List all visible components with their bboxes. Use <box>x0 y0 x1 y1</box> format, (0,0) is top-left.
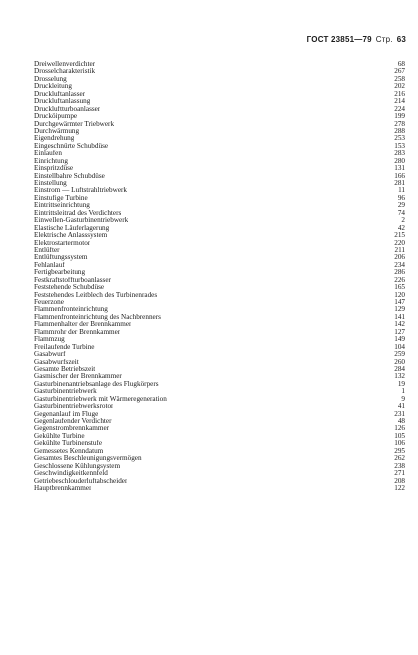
index-term: Einlaufen <box>34 150 62 158</box>
index-entry <box>34 187 405 194</box>
index-page-number: 253 <box>394 134 405 143</box>
index-page-number: 202 <box>394 82 405 91</box>
index-term: Eingeschnürte Schubdüse <box>34 142 109 150</box>
index-entry <box>34 381 405 388</box>
index-entry <box>34 83 405 90</box>
index-page-number: 199 <box>394 112 405 121</box>
index-entry <box>34 254 405 261</box>
index-entry <box>34 351 405 358</box>
index-page-number: 142 <box>394 320 405 329</box>
index-page-number: 215 <box>394 231 405 240</box>
index-entry <box>34 411 405 418</box>
index-page-number: 105 <box>394 431 405 440</box>
index-term: Feststehende Schubdüse <box>34 284 105 292</box>
index-term: Feuerzone <box>34 299 64 306</box>
index-term: Einstellung <box>34 180 67 187</box>
index-term: Gekühlte Turbinenstufe <box>34 440 103 448</box>
index-page-number: 271 <box>394 469 405 478</box>
index-term: Geschlossene Kühlungsystem <box>34 462 121 470</box>
index-entry <box>34 269 405 276</box>
index-term: Druckluftturboanlasser <box>34 105 101 113</box>
index-page-number: 149 <box>394 335 405 344</box>
index-page-number: 126 <box>394 424 405 433</box>
index-entry <box>34 262 405 269</box>
index-term: Gekühlte Turbine <box>34 432 85 440</box>
index-entry <box>34 91 405 98</box>
index-term: Gasturbinentriebwerksrotor <box>34 403 114 411</box>
index-term: Flammenhalter der Brennkammer <box>34 321 132 329</box>
index-term: Entlüfter <box>34 246 60 254</box>
index-term: Druckleitung <box>34 83 72 91</box>
index-term: Druckluftanlassung <box>34 98 91 106</box>
index-term: Gasturbinenantriebsanlage des Flugkörpers <box>34 380 159 388</box>
index-entry <box>34 158 405 165</box>
index-term: Drosselung <box>34 75 67 83</box>
index-entry <box>34 128 405 135</box>
index-entry <box>34 173 405 180</box>
index-entry <box>34 76 405 83</box>
index-term: Gasabwurfszeit <box>34 358 79 366</box>
page-number: 63 <box>396 35 406 44</box>
index-entry <box>34 121 405 128</box>
index-page-number: 280 <box>394 156 405 165</box>
index-term: Flammrohr der Brennkammer <box>34 328 121 336</box>
index-entry <box>34 217 405 224</box>
index-page-number: 104 <box>394 342 405 351</box>
index-entry <box>34 396 405 403</box>
index-page-number: 231 <box>394 409 405 418</box>
index-entry <box>34 98 405 105</box>
index-term: Feststehendes Leitblech des Turbinenrades <box>34 291 158 299</box>
index-page-number: 141 <box>394 312 405 321</box>
index-page-number: 131 <box>394 164 405 173</box>
index-term: Geschwindigkeitkennfeld <box>34 470 108 478</box>
index-page-number: 129 <box>394 305 405 314</box>
index-page-number: 166 <box>394 171 405 180</box>
index-entry <box>34 150 405 157</box>
index-term: Einstellbahre Schubdüse <box>34 172 105 180</box>
index-page-number: 258 <box>394 74 405 83</box>
index-entry <box>34 440 405 447</box>
index-term: Gesamte Betriebszeit <box>34 365 96 373</box>
index-entry <box>34 247 405 254</box>
index-entry <box>34 106 405 113</box>
index-page-number: 147 <box>394 298 405 306</box>
index-page-number: 1 <box>401 387 405 396</box>
index-entry <box>34 225 405 232</box>
index-term: Druckluftanlasser <box>34 90 86 98</box>
index-term: Einstufige Turbine <box>34 194 88 202</box>
index-page-number: 48 <box>397 417 405 425</box>
index-term: Gegenanlauf im Fluge <box>34 410 99 418</box>
index-page-number: 214 <box>394 97 405 106</box>
index-entry <box>34 344 405 351</box>
index-term: Gemessetes Kenndatum <box>34 447 104 455</box>
index-entry <box>34 284 405 291</box>
index-term: Dreiwellenverdichter <box>34 61 96 68</box>
index-page-number: 220 <box>394 238 405 247</box>
index-page-number: 165 <box>394 283 405 292</box>
page-label: Стр. <box>375 35 393 44</box>
index-term: Flammzug <box>34 336 65 344</box>
index-entry <box>34 113 405 120</box>
index-entry <box>34 463 405 470</box>
index-page-number: 259 <box>394 350 405 359</box>
index-page-number: 281 <box>394 179 405 187</box>
index-entry <box>34 388 405 395</box>
index-term: Gasabwurf <box>34 351 66 359</box>
index-entry <box>34 165 405 172</box>
index-entry <box>34 202 405 209</box>
index-page-number: 122 <box>394 483 405 492</box>
index-entry <box>34 329 405 336</box>
index-term: Flammenfronteinrichtung des Nachbrenners <box>34 313 161 321</box>
index-page-number: 19 <box>397 379 405 388</box>
index-term: Freilaufende Turbine <box>34 343 95 351</box>
index-term: Gasmischer der Brennkammer <box>34 373 122 381</box>
index-term: Durchgewärmter Triebwerk <box>34 120 115 128</box>
index-entry <box>34 306 405 313</box>
index-entry <box>34 485 405 492</box>
index-entry <box>34 135 405 142</box>
index-term: Gesamtes Beschleunigungsvermögen <box>34 455 142 463</box>
page-header <box>307 35 406 44</box>
index-page-number: 41 <box>397 402 405 411</box>
index-entry <box>34 195 405 202</box>
index-entry <box>34 143 405 150</box>
index-page-number: 234 <box>394 260 405 269</box>
index-term: Einwellen-Gasturbinentriebwerk <box>34 217 129 225</box>
index-entry <box>34 425 405 432</box>
index-page-number: 226 <box>394 275 405 284</box>
index-page-number: 288 <box>394 126 405 135</box>
index-entry <box>34 418 405 425</box>
index-term: Festkraftstoffturboanlasser <box>34 276 111 284</box>
index-term: Flammenfronteinrichtung <box>34 306 108 314</box>
standard-designation: ГОСТ 23851—79 <box>306 35 372 44</box>
index-page-number: 262 <box>394 454 405 463</box>
index-page-number: 260 <box>394 357 405 366</box>
index-page-number: 216 <box>394 89 405 98</box>
index-entry <box>34 448 405 455</box>
index-page-number: 267 <box>394 67 405 76</box>
index-page-number: 132 <box>394 372 405 381</box>
index-page-number: 42 <box>397 223 405 232</box>
index-entry <box>34 61 405 68</box>
index-term: Gegenstrombrennkammer <box>34 425 110 433</box>
index-entry <box>34 359 405 366</box>
index-entry <box>34 314 405 321</box>
index-entry <box>34 455 405 462</box>
index-entry <box>34 210 405 217</box>
alphabetical-index <box>34 61 405 492</box>
index-term: Getriebeschlouderluftabscheider <box>34 477 128 485</box>
index-page-number: 283 <box>394 149 405 158</box>
index-entry <box>34 403 405 410</box>
index-page-number: 11 <box>398 186 405 195</box>
index-entry <box>34 180 405 187</box>
index-page-number: 29 <box>397 201 405 210</box>
index-page-number: 208 <box>394 476 405 485</box>
index-page-number: 211 <box>394 245 405 254</box>
index-page-number: 238 <box>394 461 405 470</box>
index-entry <box>34 470 405 477</box>
index-term: Durchwärmung <box>34 127 80 135</box>
index-entry <box>34 366 405 373</box>
index-term: Drosselcharakteristik <box>34 68 96 76</box>
index-term: Eintrittsleitrad des Verdichters <box>34 209 122 217</box>
index-term: Elektrische Anlasssystem <box>34 232 108 240</box>
index-entry <box>34 373 405 380</box>
index-page-number: 206 <box>394 253 405 262</box>
index-entry <box>34 292 405 299</box>
index-entry <box>34 232 405 239</box>
index-term: Gasturbinentriebwerk <box>34 388 97 396</box>
index-term: Einstrom — Luftstrahltriebwerk <box>34 187 128 195</box>
index-entry <box>34 299 405 306</box>
index-entry <box>34 277 405 284</box>
index-term: Einrichtung <box>34 157 68 165</box>
index-entry <box>34 321 405 328</box>
index-page-number: 295 <box>394 446 405 455</box>
index-page-number: 106 <box>394 439 405 448</box>
index-page-number: 286 <box>394 268 405 277</box>
index-page-number: 120 <box>394 290 405 299</box>
index-term: Fertigbearbeitung <box>34 269 86 277</box>
index-entry <box>34 68 405 75</box>
index-entry <box>34 240 405 247</box>
index-page-number: 2 <box>401 216 405 225</box>
index-page-number: 74 <box>397 208 405 217</box>
index-term: Elektrostartermotor <box>34 239 91 247</box>
index-term: Gasturbinentriebwerk mit Wärmeregeneration <box>34 395 167 403</box>
index-term: Eigendrehung <box>34 135 75 143</box>
index-page-number: 278 <box>394 119 405 128</box>
index-page-number: 127 <box>394 327 405 336</box>
index-page-number: 224 <box>394 104 405 113</box>
index-term: Entlüftungssystem <box>34 254 88 262</box>
index-term: Fehlanlauf <box>34 261 65 269</box>
index-page-number: 284 <box>394 364 405 373</box>
index-term: Einspritzdüse <box>34 165 74 173</box>
index-term: Drucköipumpe <box>34 113 78 121</box>
index-term: Elastische Läuferlagerung <box>34 224 110 232</box>
index-term: Hauptbrennkammer <box>34 484 92 492</box>
index-entry <box>34 336 405 343</box>
index-entry <box>34 478 405 485</box>
index-page-number: 68 <box>397 60 405 68</box>
index-entry <box>34 433 405 440</box>
index-page-number: 153 <box>394 141 405 150</box>
index-page-number: 96 <box>397 193 405 202</box>
index-term: Eintrittseinrichtung <box>34 202 90 210</box>
index-term: Gegenlaufender Verdichter <box>34 418 112 425</box>
index-page-number: 9 <box>401 394 405 403</box>
